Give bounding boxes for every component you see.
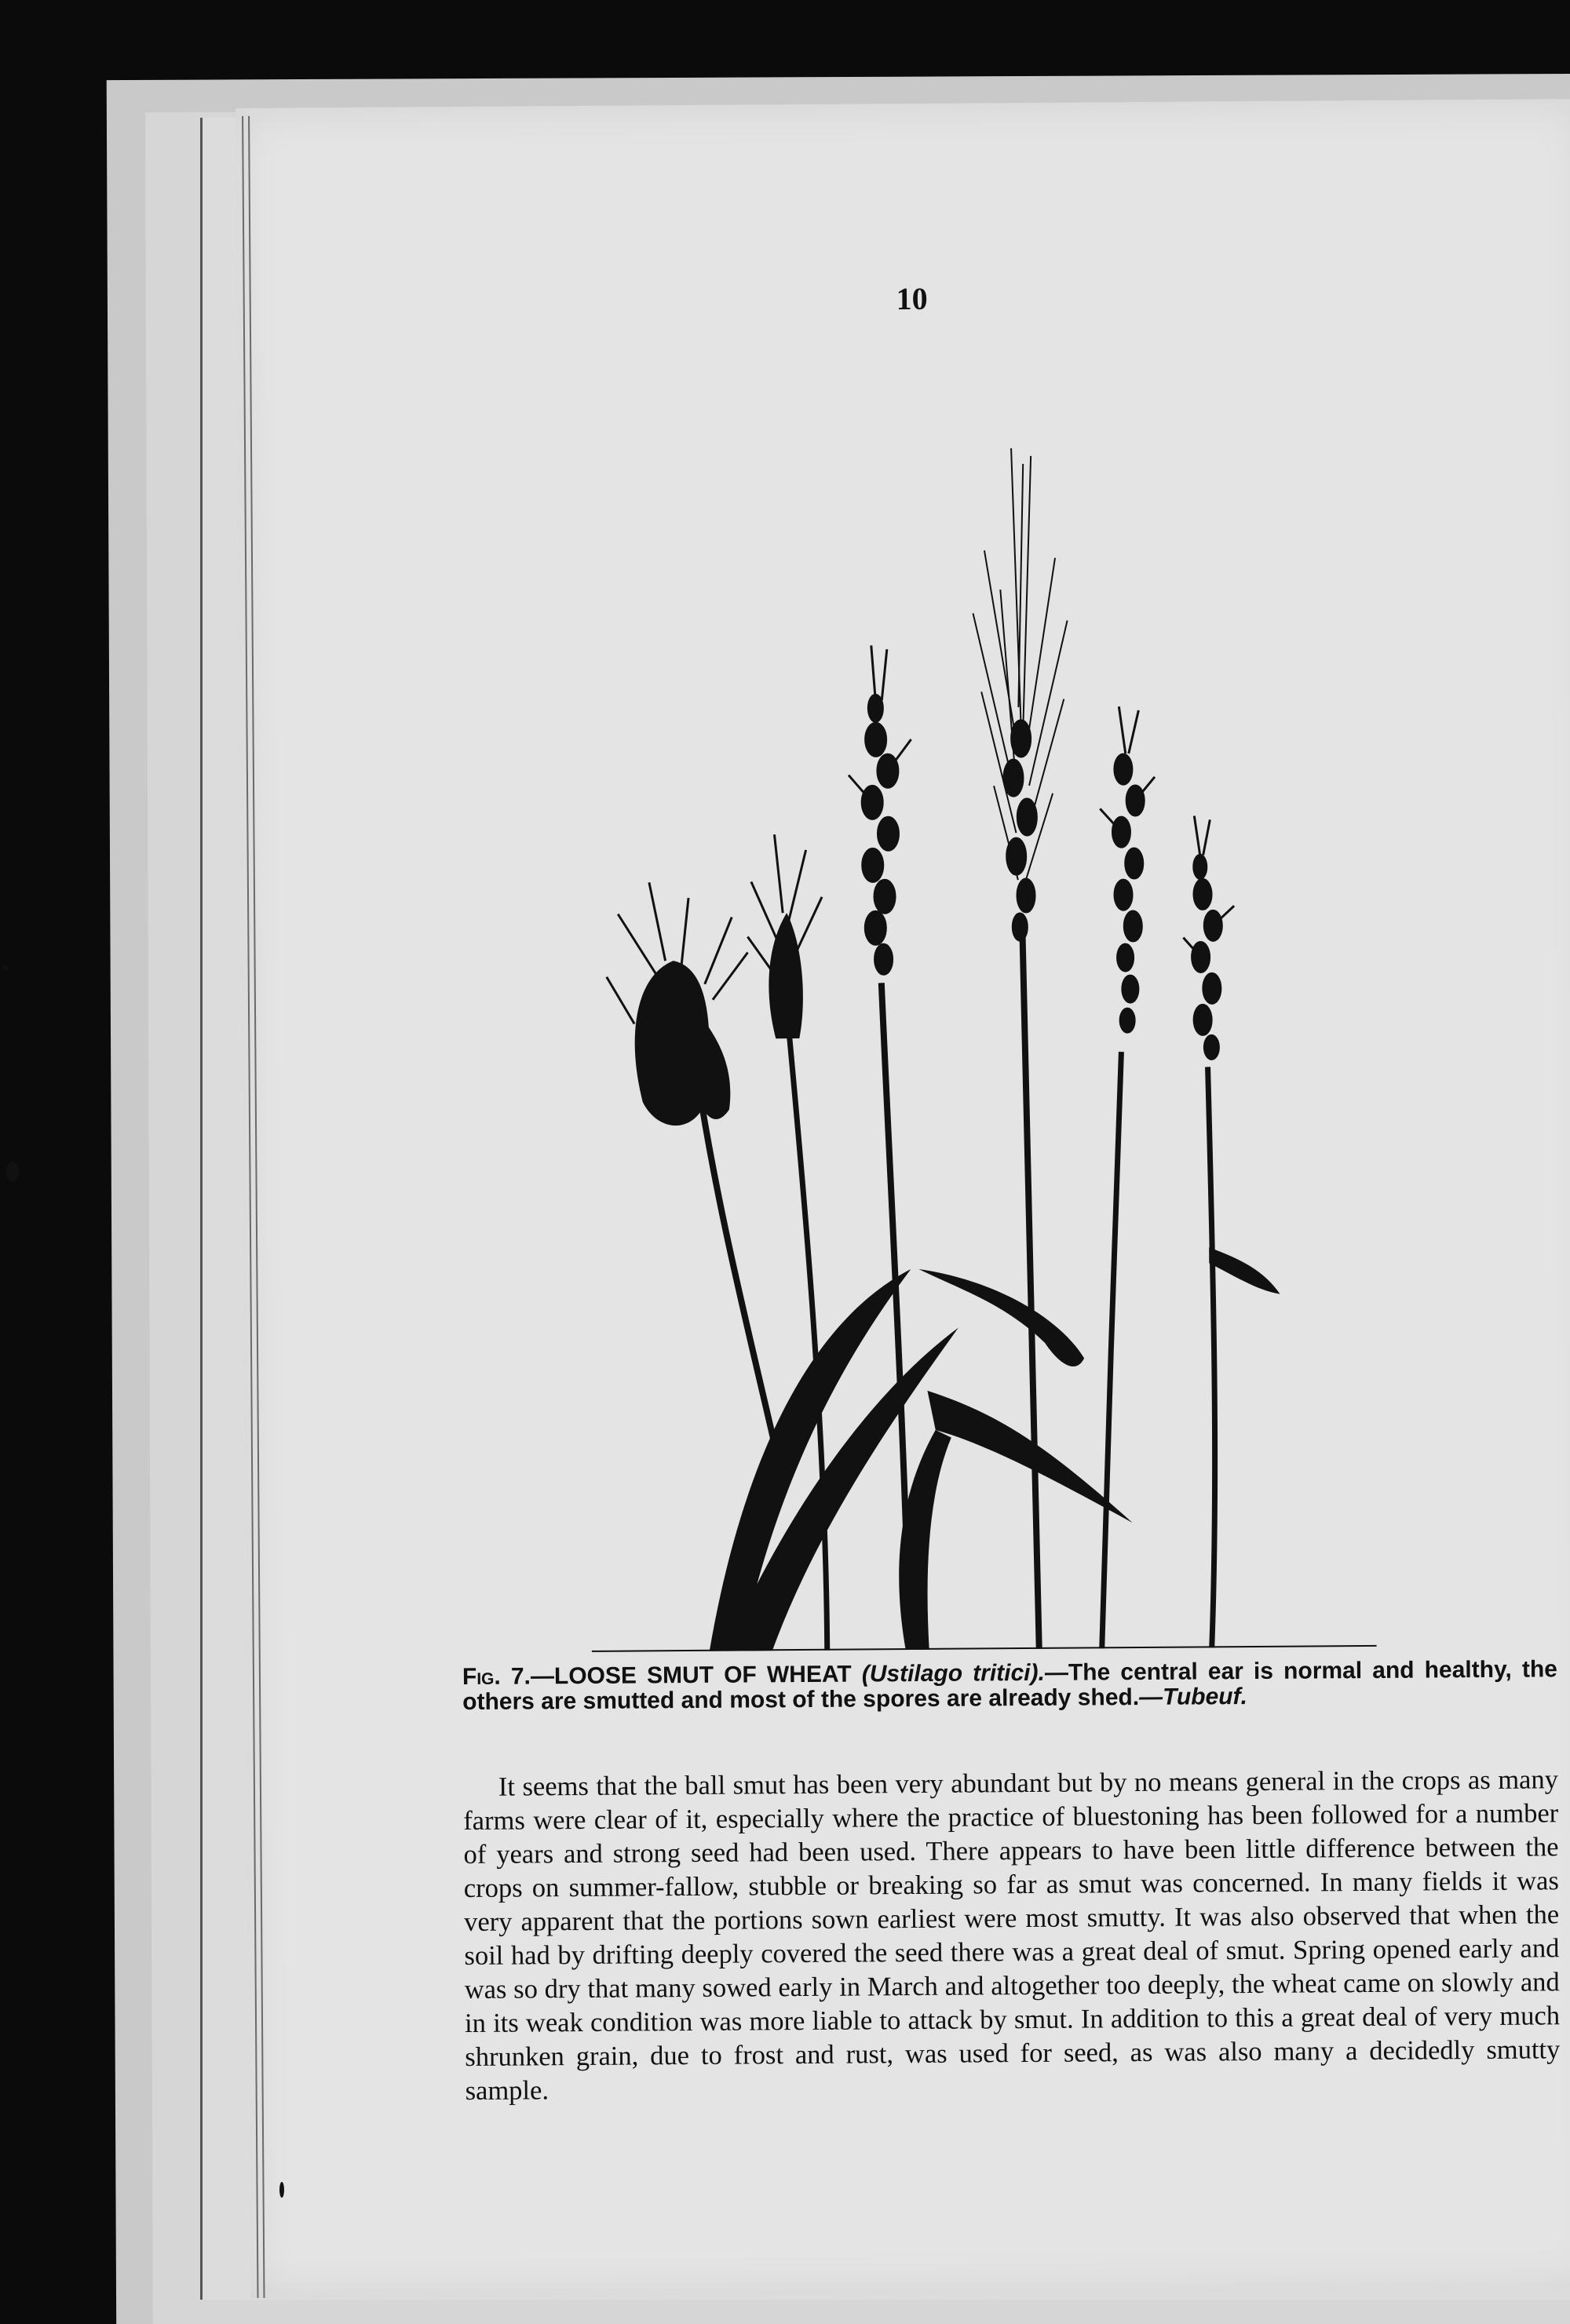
wheat-illustration — [582, 328, 1377, 1652]
figure-caption — [462, 1657, 1557, 1715]
figure-label: Fig. 7. — [462, 1663, 531, 1691]
page-number: 10 — [896, 280, 928, 317]
figure-latin-name: (Ustilago tritici). — [861, 1659, 1046, 1687]
body-paragraph: It seems that the ball smut has been very abundant but by no means general in the crops as many farms were clear of it, especially where the practice of bluestoning has been followed for a number of years and strong seed had been used. There appears to have been little difference between the crops on summer-fallow, stubble or breaking so far as smut was concerned. In many fields it was very apparent that the portions sown earliest were most smutty. It was also observed that when the soil had by drifting deeply covered the seed there was a great deal of smut. Spring opened early and was so dry that many sowed early in March and altogether too deeply, the wheat came on slowly and in its weak condition was more liable to attack by smut. In addition to this a great deal of very much shrunken grain, due to frost and rust, was used for seed, as was also many a decidedly smutty sample. — [463, 1764, 1561, 2107]
figure-description: —The central ear is normal and healthy, the others are smutted and most of the spores are already shed. — [462, 1656, 1558, 1716]
book-page — [236, 99, 1570, 2298]
figure-credit: —Tubeuf. — [1138, 1684, 1247, 1711]
figure-title: —LOOSE SMUT OF WHEAT — [530, 1661, 852, 1690]
